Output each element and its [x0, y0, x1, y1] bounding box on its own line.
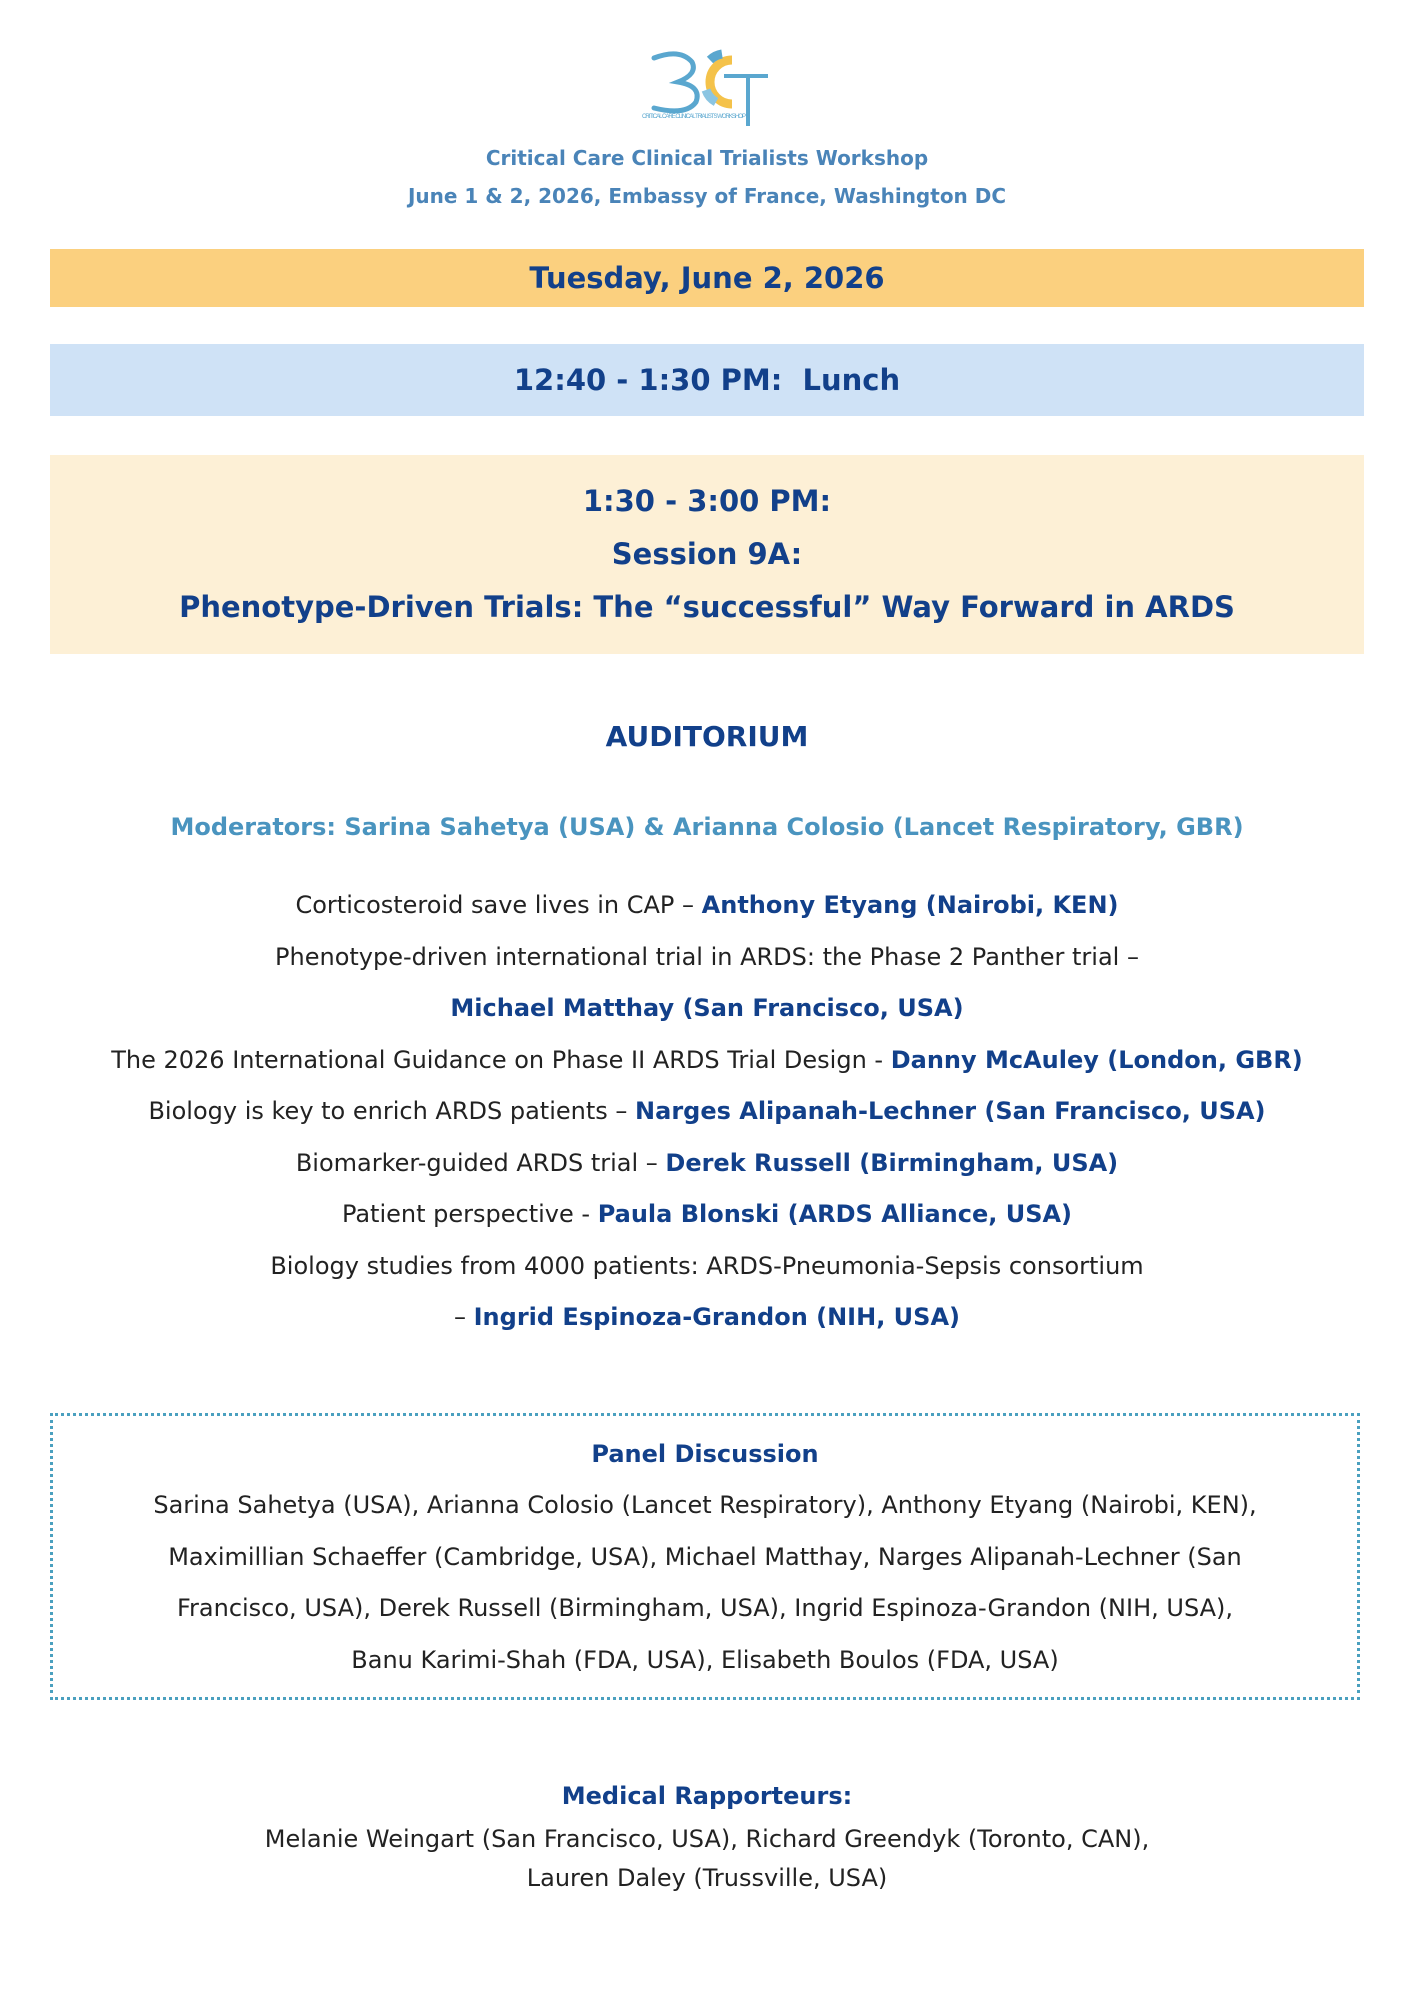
- talk-item: – Ingrid Espinoza-Grandon (NIH, USA): [453, 1303, 960, 1331]
- talk-speaker: Danny McAuley (London, GBR): [890, 1045, 1303, 1074]
- panel-line: Sarina Sahetya (USA), Arianna Colosio (Lancet Respiratory), Anthony Etyang (Nairobi, KEN),: [153, 1491, 1257, 1519]
- rapporteurs-line: Melanie Weingart (San Francisco, USA), Richard Greendyk (Toronto, CAN),: [264, 1825, 1150, 1853]
- talk-item: [0, 983, 1414, 1035]
- panel-participants: [53, 1480, 1357, 1686]
- session-title: Phenotype-Driven Trials: The “successful” Way Forward in ARDS: [179, 590, 1235, 624]
- rapporteurs-title: Medical Rapporteurs:: [561, 1782, 853, 1810]
- panel-line: Francisco, USA), Derek Russell (Birmingham, USA), Ingrid Espinoza-Grandon (NIH, USA),: [176, 1594, 1234, 1622]
- panel-discussion-box: [50, 1413, 1360, 1700]
- workshop-subtitle: June 1 & 2, 2026, Embassy of France, Washington DC: [407, 184, 1007, 208]
- workshop-logo: [640, 44, 775, 134]
- rapporteurs-list: [0, 1820, 1414, 1898]
- day-banner: [50, 249, 1364, 307]
- day-label: Tuesday, June 2, 2026: [529, 261, 885, 295]
- talk-speaker: Paula Blonski (ARDS Alliance, USA): [597, 1200, 1073, 1228]
- lunch-label: 12:40 - 1:30 PM: Lunch: [513, 363, 901, 397]
- lunch-banner: [50, 344, 1364, 416]
- talk-item: Biomarker-guided ARDS trial – Derek Russell (Birmingham, USA): [295, 1148, 1119, 1177]
- panel-title: Panel Discussion: [591, 1440, 819, 1468]
- talk-speaker: Derek Russell (Birmingham, USA): [665, 1148, 1119, 1177]
- talk-speaker: Anthony Etyang (Nairobi, KEN): [701, 891, 1119, 919]
- panel-line: Banu Karimi-Shah (FDA, USA), Elisabeth Boulos (FDA, USA): [351, 1645, 1059, 1674]
- talk-list: [0, 880, 1414, 1344]
- talk-item: Biology is key to enrich ARDS patients – Narges Alipanah-Lechner (San Francisco, USA): [148, 1097, 1266, 1125]
- session-banner: [50, 455, 1364, 654]
- talk-speaker: Ingrid Espinoza-Grandon (NIH, USA): [473, 1303, 960, 1331]
- talk-item: Corticosteroid save lives in CAP – Anthony Etyang (Nairobi, KEN): [295, 891, 1119, 919]
- session-name: Session 9A:: [611, 537, 803, 571]
- talk-speaker: Narges Alipanah-Lechner (San Francisco, USA): [635, 1097, 1266, 1125]
- panel-line: Maximillian Schaeffer (Cambridge, USA), Michael Matthay, Narges Alipanah-Lechner (San: [168, 1542, 1242, 1571]
- logo-text: CRITICAL CARE CLINICAL TRIALISTS WORKSHOP: [642, 114, 746, 120]
- talk-item: Biology studies from 4000 patients: ARDS-Pneumonia-Sepsis consortium: [270, 1251, 1144, 1280]
- talk-item: Phenotype-driven international trial in ARDS: the Phase 2 Panther trial –: [275, 942, 1139, 971]
- room-label: AUDITORIUM: [605, 720, 809, 753]
- talk-speaker: Michael Matthay (San Francisco, USA): [450, 994, 964, 1022]
- workshop-title: Critical Care Clinical Trialists Workshop: [485, 146, 929, 170]
- moderators-line: Moderators: Sarina Sahetya (USA) & Arianna Colosio (Lancet Respiratory, GBR): [170, 813, 1244, 841]
- session-time: 1:30 - 3:00 PM:: [582, 484, 832, 518]
- talk-item: Patient perspective - Paula Blonski (ARDS Alliance, USA): [341, 1200, 1073, 1228]
- rapporteurs-line: Lauren Daley (Trussville, USA): [526, 1864, 888, 1892]
- talk-item: The 2026 International Guidance on Phase II ARDS Trial Design - Danny McAuley (London, GBR): [111, 1045, 1303, 1074]
